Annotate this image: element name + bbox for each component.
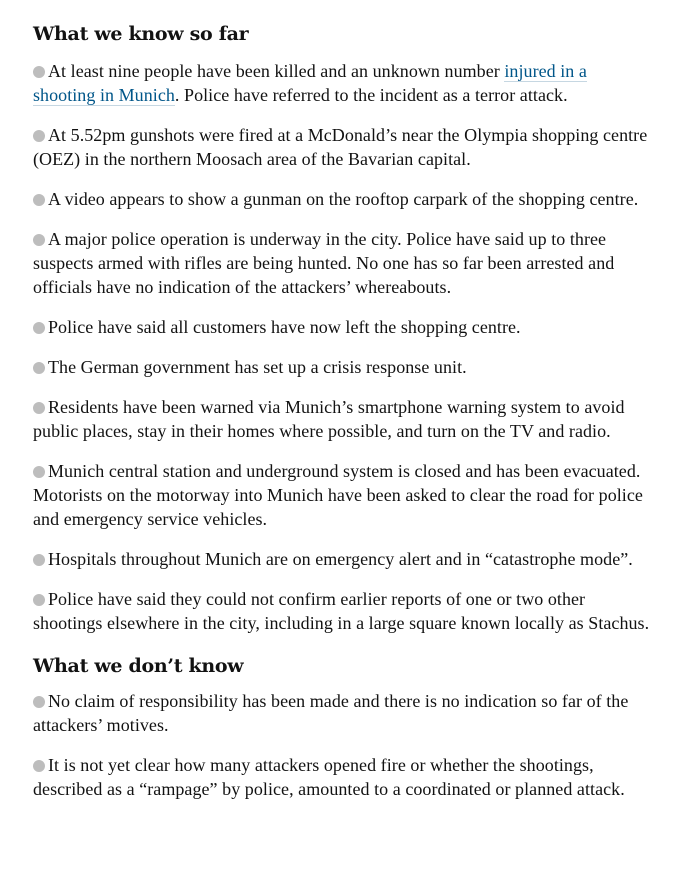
bullet-icon bbox=[33, 234, 45, 246]
list-item-text: A video appears to show a gunman on the rooftop carpark of the shopping centre. bbox=[48, 189, 639, 209]
bullet-icon bbox=[33, 696, 45, 708]
list-item bbox=[33, 59, 651, 107]
bullet-icon bbox=[33, 362, 45, 374]
section-heading-unknown: What we don’t know bbox=[33, 655, 244, 677]
bullet-icon bbox=[33, 594, 45, 606]
list-item bbox=[33, 355, 651, 379]
list-item-text: At least nine people have been killed and an unknown number bbox=[48, 61, 505, 81]
bullet-icon bbox=[33, 194, 45, 206]
list-item-text: No claim of responsibility has been made and there is no indication so far of the attackers’ motives. bbox=[33, 691, 629, 735]
list-item-text: Police have said all customers have now left the shopping centre. bbox=[48, 317, 521, 337]
list-item-text: Hospitals throughout Munich are on emergency alert and in “catastrophe mode”. bbox=[48, 549, 633, 569]
injured-in-shooting-link[interactable]: injured in a shooting in Munich bbox=[33, 61, 587, 105]
list-item bbox=[33, 123, 651, 171]
bullet-icon bbox=[33, 554, 45, 566]
list-item bbox=[33, 587, 651, 635]
list-item bbox=[33, 689, 651, 737]
list-item bbox=[33, 547, 651, 571]
bullet-icon bbox=[33, 402, 45, 414]
list-item bbox=[33, 459, 651, 531]
list-item bbox=[33, 315, 651, 339]
list-item-text: A major police operation is underway in the city. Police have said up to three suspects armed with rifles are being hunted. No one has so far been arrested and officials have no indication of the attackers’ whereabouts. bbox=[33, 229, 615, 297]
unknown-facts-list bbox=[33, 689, 651, 801]
list-item-text: At 5.52pm gunshots were fired at a McDonald’s near the Olympia shopping centre (OEZ) in the northern Moosach area of the Bavarian capital. bbox=[33, 125, 648, 169]
list-item-text: Munich central station and underground system is closed and has been evacuated. Motorists on the motorway into Munich have been asked to clear the road for police and emergency service vehicles. bbox=[33, 461, 643, 529]
bullet-icon bbox=[33, 322, 45, 334]
bullet-icon bbox=[33, 760, 45, 772]
list-item-text: Residents have been warned via Munich’s smartphone warning system to avoid public places, stay in their homes where possible, and turn on the TV and radio. bbox=[33, 397, 625, 441]
known-facts-list bbox=[33, 59, 651, 635]
list-item-text: It is not yet clear how many attackers opened fire or whether the shootings, described as a “rampage” by police, amounted to a coordinated or planned attack. bbox=[33, 755, 625, 799]
list-item bbox=[33, 395, 651, 443]
list-item bbox=[33, 227, 651, 299]
bullet-icon bbox=[33, 130, 45, 142]
bullet-icon bbox=[33, 66, 45, 78]
list-item-text: The German government has set up a crisis response unit. bbox=[48, 357, 467, 377]
list-item bbox=[33, 753, 651, 801]
bullet-icon bbox=[33, 466, 45, 478]
list-item-text: . Police have referred to the incident as a terror attack. bbox=[174, 85, 568, 105]
list-item-text: Police have said they could not confirm earlier reports of one or two other shootings elsewhere in the city, including in a large square known locally as Stachus. bbox=[33, 589, 650, 633]
section-heading-known: What we know so far bbox=[33, 23, 249, 45]
list-item bbox=[33, 187, 651, 211]
